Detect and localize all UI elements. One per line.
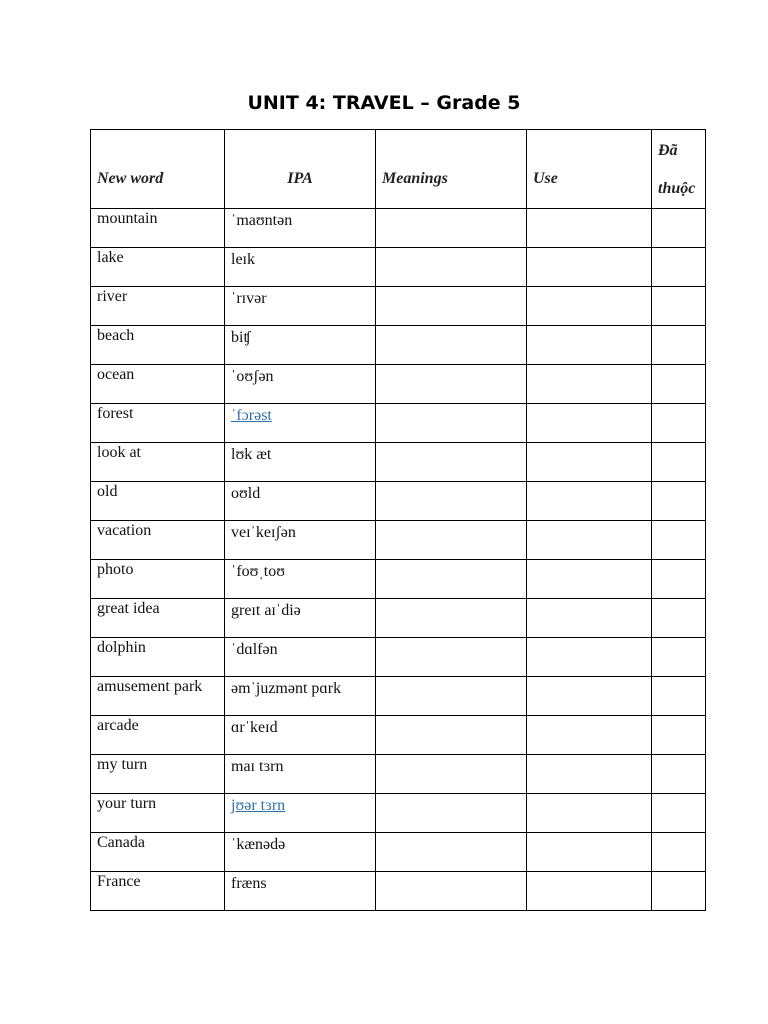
ipa-cell — [225, 560, 376, 599]
ipa-cell — [225, 638, 376, 677]
table-row — [91, 560, 706, 599]
ipa-text: əmˈjuzmənt pɑrk — [231, 680, 342, 697]
da-thuoc-cell — [652, 638, 706, 677]
word-cell — [91, 755, 225, 794]
word-text: river — [97, 288, 128, 305]
word-cell — [91, 599, 225, 638]
use-cell — [527, 365, 652, 404]
use-cell — [527, 326, 652, 365]
word-cell — [91, 365, 225, 404]
use-cell — [527, 209, 652, 248]
ipa-text: ˈfoʊˌtoʊ — [231, 563, 285, 580]
ipa-cell — [225, 404, 376, 443]
da-thuoc-cell — [652, 677, 706, 716]
table-body — [91, 209, 706, 911]
meanings-cell — [376, 677, 527, 716]
table-row — [91, 599, 706, 638]
use-cell — [527, 482, 652, 521]
meanings-cell — [376, 833, 527, 872]
meanings-cell — [376, 599, 527, 638]
ipa-cell — [225, 872, 376, 911]
ipa-text: ˈdɑlfən — [231, 641, 278, 658]
use-cell — [527, 638, 652, 677]
word-text: forest — [97, 405, 134, 422]
ipa-cell — [225, 365, 376, 404]
da-thuoc-cell — [652, 482, 706, 521]
use-cell — [527, 677, 652, 716]
use-cell — [527, 248, 652, 287]
ipa-cell — [225, 443, 376, 482]
word-cell — [91, 443, 225, 482]
word-text: France — [97, 873, 141, 890]
da-thuoc-cell — [652, 404, 706, 443]
table-row — [91, 677, 706, 716]
word-text: look at — [97, 444, 141, 461]
use-cell — [527, 521, 652, 560]
table-row — [91, 833, 706, 872]
header-meanings: Meanings — [376, 130, 527, 209]
da-thuoc-cell — [652, 560, 706, 599]
word-text: lake — [97, 249, 124, 266]
word-cell — [91, 326, 225, 365]
word-text: Canada — [97, 834, 145, 851]
meanings-cell — [376, 209, 527, 248]
word-text: my turn — [97, 756, 148, 773]
word-text: vacation — [97, 522, 152, 539]
ipa-text: biʧ — [231, 329, 251, 346]
word-text: photo — [97, 561, 134, 578]
ipa-cell — [225, 326, 376, 365]
word-cell — [91, 287, 225, 326]
ipa-cell — [225, 482, 376, 521]
da-thuoc-cell — [652, 326, 706, 365]
ipa-text: greɪt aɪˈdiə — [231, 602, 301, 619]
table-row — [91, 326, 706, 365]
use-cell — [527, 872, 652, 911]
table-row — [91, 638, 706, 677]
ipa-text: fræns — [231, 875, 267, 892]
da-thuoc-cell — [652, 443, 706, 482]
da-thuoc-cell — [652, 872, 706, 911]
word-text: ocean — [97, 366, 135, 383]
table-row — [91, 794, 706, 833]
ipa-cell — [225, 716, 376, 755]
ipa-cell — [225, 287, 376, 326]
table-row — [91, 365, 706, 404]
da-thuoc-cell — [652, 209, 706, 248]
use-cell — [527, 716, 652, 755]
table-row — [91, 716, 706, 755]
da-thuoc-cell — [652, 599, 706, 638]
ipa-cell — [225, 677, 376, 716]
meanings-cell — [376, 755, 527, 794]
word-text: beach — [97, 327, 135, 344]
header-new-word: New word — [91, 130, 225, 209]
table-header-row — [91, 130, 706, 209]
use-cell — [527, 560, 652, 599]
word-cell — [91, 560, 225, 599]
ipa-text: ˈoʊʃən — [231, 368, 274, 385]
ipa-link[interactable]: jʊər tɜrn — [231, 797, 286, 814]
word-cell — [91, 209, 225, 248]
ipa-cell — [225, 794, 376, 833]
meanings-cell — [376, 287, 527, 326]
meanings-cell — [376, 326, 527, 365]
use-cell — [527, 794, 652, 833]
ipa-text: ˈmaʊntən — [231, 212, 293, 229]
word-text: great idea — [97, 600, 160, 617]
use-cell — [527, 599, 652, 638]
da-thuoc-cell — [652, 287, 706, 326]
use-cell — [527, 404, 652, 443]
meanings-cell — [376, 638, 527, 677]
meanings-cell — [376, 872, 527, 911]
word-cell — [91, 677, 225, 716]
meanings-cell — [376, 560, 527, 599]
ipa-text: lʊk æt — [231, 446, 272, 463]
word-cell — [91, 482, 225, 521]
header-use: Use — [527, 130, 652, 209]
da-thuoc-cell — [652, 521, 706, 560]
ipa-text: oʊld — [231, 485, 261, 502]
word-text: old — [97, 483, 118, 500]
header-ipa: IPA — [225, 130, 376, 209]
meanings-cell — [376, 716, 527, 755]
word-text: your turn — [97, 795, 157, 812]
da-thuoc-cell — [652, 755, 706, 794]
table-row — [91, 482, 706, 521]
ipa-text: veɪˈkeɪʃən — [231, 524, 296, 541]
ipa-text: ˈkænədə — [231, 836, 286, 853]
word-cell — [91, 404, 225, 443]
ipa-cell — [225, 755, 376, 794]
word-text: arcade — [97, 717, 139, 734]
table-row — [91, 872, 706, 911]
use-cell — [527, 443, 652, 482]
ipa-cell — [225, 248, 376, 287]
word-cell — [91, 248, 225, 287]
page-title: UNIT 4: TRAVEL – Grade 5 — [247, 92, 521, 114]
meanings-cell — [376, 521, 527, 560]
ipa-text: maɪ tɜrn — [231, 758, 284, 775]
use-cell — [527, 287, 652, 326]
word-text: amusement park — [97, 678, 203, 695]
ipa-text: ɑrˈkeɪd — [231, 719, 278, 736]
table-row — [91, 521, 706, 560]
ipa-cell — [225, 521, 376, 560]
meanings-cell — [376, 443, 527, 482]
vocabulary-table — [90, 129, 706, 911]
ipa-cell — [225, 209, 376, 248]
meanings-cell — [376, 365, 527, 404]
ipa-link[interactable]: ˈfɔrəst — [231, 407, 272, 424]
word-text: dolphin — [97, 639, 146, 656]
ipa-text: ˈrɪvər — [231, 290, 267, 307]
word-text: mountain — [97, 210, 158, 227]
table-row — [91, 404, 706, 443]
meanings-cell — [376, 794, 527, 833]
meanings-cell — [376, 404, 527, 443]
table-row — [91, 209, 706, 248]
table-row — [91, 287, 706, 326]
da-thuoc-cell — [652, 833, 706, 872]
word-cell — [91, 794, 225, 833]
ipa-cell — [225, 833, 376, 872]
word-cell — [91, 833, 225, 872]
da-thuoc-cell — [652, 248, 706, 287]
word-cell — [91, 638, 225, 677]
table-row — [91, 755, 706, 794]
use-cell — [527, 755, 652, 794]
header-da-thuoc: Đã thuộc — [652, 130, 706, 209]
da-thuoc-cell — [652, 794, 706, 833]
word-cell — [91, 716, 225, 755]
use-cell — [527, 833, 652, 872]
ipa-cell — [225, 599, 376, 638]
meanings-cell — [376, 248, 527, 287]
word-cell — [91, 872, 225, 911]
table-row — [91, 443, 706, 482]
meanings-cell — [376, 482, 527, 521]
ipa-text: leɪk — [231, 251, 255, 268]
da-thuoc-cell — [652, 365, 706, 404]
table-row — [91, 248, 706, 287]
word-cell — [91, 521, 225, 560]
da-thuoc-cell — [652, 716, 706, 755]
